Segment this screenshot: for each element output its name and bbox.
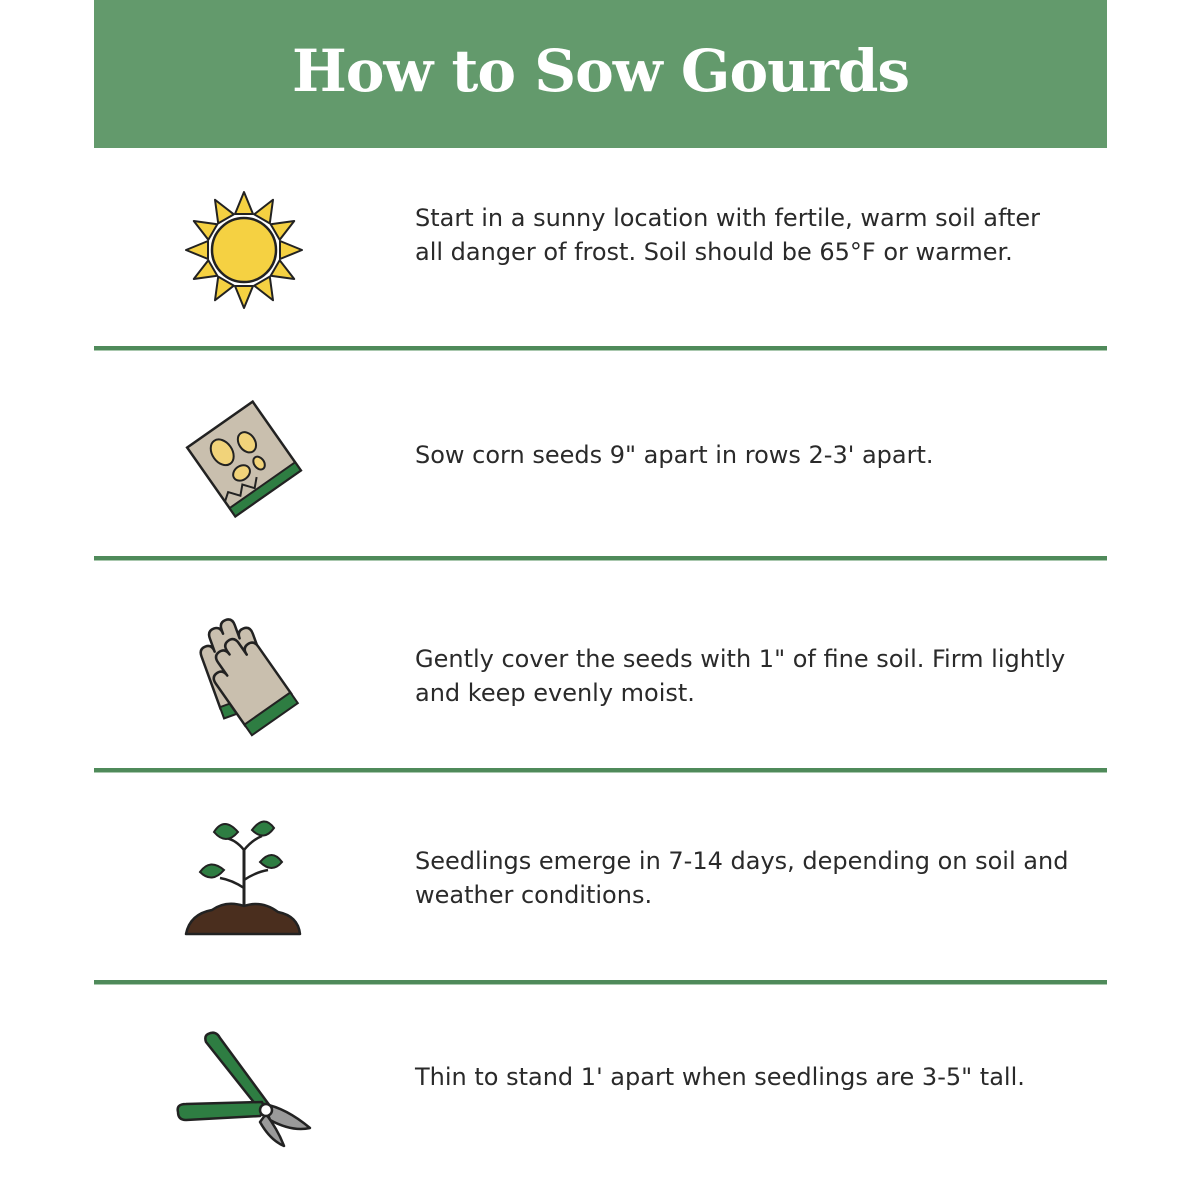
step-text: Start in a sunny location with fertile, warm soil after all danger of frost. Soil should be 65°F or warmer.	[415, 204, 1041, 266]
step-seed-packet	[94, 352, 1107, 558]
sun-icon	[182, 188, 306, 312]
step-gloves	[94, 562, 1107, 768]
divider	[94, 768, 1107, 772]
step-text: Sow corn seeds 9" apart in rows 2-3' apart.	[415, 441, 934, 469]
divider	[94, 346, 1107, 350]
step-text: Seedlings emerge in 7-14 days, depending on soil and weather conditions.	[415, 847, 1069, 909]
divider	[94, 980, 1107, 984]
gloves-icon	[182, 600, 306, 740]
divider	[94, 556, 1107, 560]
seedling-icon	[182, 810, 306, 940]
step-pruning-shears	[94, 986, 1107, 1200]
header-banner	[94, 0, 1107, 148]
step-text: Gently cover the seeds with 1" of fine soil. Firm lightly and keep evenly moist.	[415, 645, 1066, 707]
step-seedling	[94, 774, 1107, 980]
seed-packet-icon	[182, 397, 306, 521]
step-sun	[94, 148, 1107, 348]
step-text: Thin to stand 1' apart when seedlings are 3-5" tall.	[415, 1063, 1025, 1091]
page-title: How to Sow Gourds	[291, 37, 910, 105]
pruning-shears-icon	[174, 1026, 314, 1156]
